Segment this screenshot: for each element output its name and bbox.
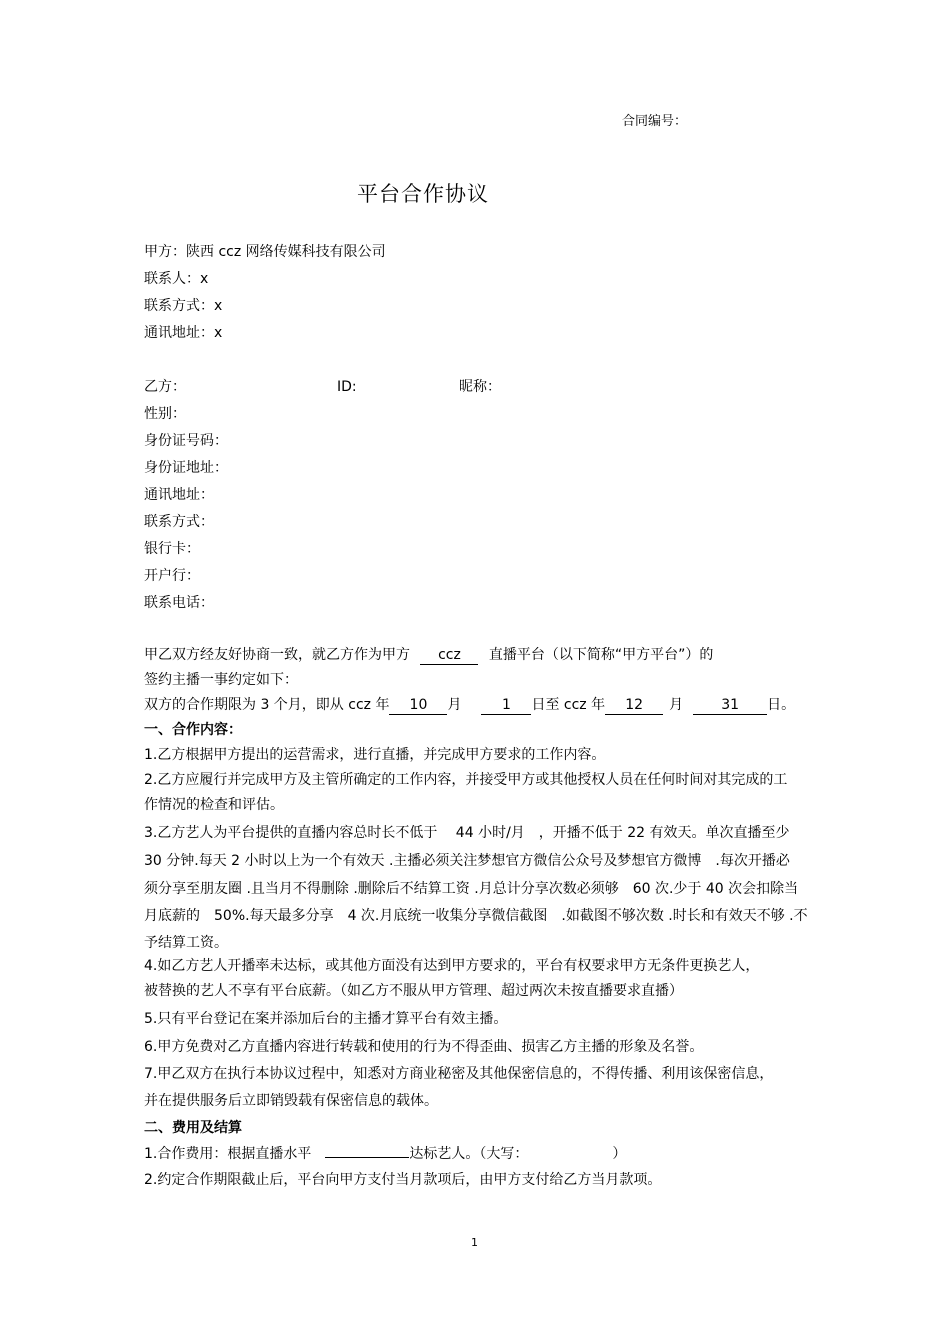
- section-2-heading: 二、费用及结算: [144, 1120, 242, 1136]
- section-1-line: 6.甲方免费对乙方直播内容进行转载和使用的行为不得歪曲、损害乙方主播的形象及名誉。: [144, 1039, 704, 1055]
- section-2-line-2: 2.约定合作期限截止后，平台向甲方支付当月款项后，由甲方支付给乙方当月款项。: [144, 1172, 662, 1188]
- section-1-line: 月底薪的 50%.每天最多分享 4 次.月底统一收集分享微信截图 .如截图不够次数 .时长和有效天不够 .不: [144, 908, 808, 924]
- page-title: 平台合作协议: [357, 182, 489, 206]
- section-1-line: 被替换的艺人不享有平台底薪。（如乙方不服从甲方管理、超过两次未按直播要求直播）: [144, 983, 683, 999]
- term-line: [144, 695, 795, 715]
- party-a-name: 甲方：陕西 ccz 网络传媒科技有限公司: [144, 244, 386, 260]
- end-month-blank: 12: [605, 697, 663, 715]
- section-1-line: 作情况的检查和评估。: [144, 797, 284, 813]
- contract-number-label: 合同编号：: [622, 114, 688, 129]
- term-day-to: 日至 ccz 年: [531, 697, 606, 713]
- section-1-heading: 一、合作内容：: [144, 722, 242, 738]
- fee-prefix: 1.合作费用：根据直播水平: [144, 1146, 312, 1162]
- party-b-field-gender: 性别：: [144, 406, 186, 422]
- party-b-field-phone: 联系电话：: [144, 595, 214, 611]
- party-a-contact-method: 联系方式：x: [144, 298, 223, 314]
- section-1-line: 3.乙方艺人为平台提供的直播内容总时长不低于 44 小时/月 ，开播不低于 22 有效天。单次直播至少: [144, 825, 790, 841]
- party-b-id-label: ID:: [337, 379, 357, 395]
- page-number: 1: [471, 1236, 478, 1249]
- section-1-line: 1.乙方根据甲方提出的运营需求，进行直播，并完成甲方要求的工作内容。: [144, 747, 606, 763]
- intro-line-2: 签约主播一事约定如下：: [144, 672, 298, 688]
- party-b-field-mail-address: 通讯地址：: [144, 487, 214, 503]
- term-day-end: 日。: [767, 697, 796, 713]
- start-month-blank: 10: [389, 697, 447, 715]
- fee-mid: 达标艺人。（大写：: [409, 1146, 529, 1162]
- section-1-line: 予结算工资。: [144, 935, 228, 951]
- intro-line-1: [144, 645, 713, 665]
- fee-end: ）: [612, 1146, 627, 1162]
- section-1-line: 并在提供服务后立即销毁载有保密信息的载体。: [144, 1093, 438, 1109]
- end-month-char: 月: [669, 697, 684, 713]
- party-b-nickname-label: 昵称：: [459, 379, 501, 395]
- party-b-field-contact-method: 联系方式：: [144, 514, 214, 530]
- section-1-line: 4.如乙方艺人开播率未达标，或其他方面没有达到甲方要求的，平台有权要求甲方无条件更换艺人，: [144, 958, 760, 974]
- party-b-field-bank-card: 银行卡：: [144, 541, 200, 557]
- section-1-line: 5.只有平台登记在案并添加后台的主播才算平台有效主播。: [144, 1011, 508, 1027]
- party-b-field-bank-branch: 开户行：: [144, 568, 200, 584]
- section-1-line: 7.甲乙双方在执行本协议过程中，知悉对方商业秘密及其他保密信息的，不得传播、利用该保密信息，: [144, 1066, 774, 1082]
- section-1-line: 2.乙方应履行并完成甲方及主管所确定的工作内容，并接受甲方或其他授权人员在任何时间对其完成的工: [144, 772, 788, 788]
- party-b-field-id-address: 身份证地址：: [144, 460, 228, 476]
- party-b-field-id-number: 身份证号码：: [144, 433, 228, 449]
- party-a-contact-person: 联系人：x: [144, 271, 209, 287]
- party-b-label: 乙方：: [144, 379, 186, 395]
- fee-level-blank: [325, 1157, 409, 1158]
- fee-line: [144, 1144, 626, 1164]
- section-1-line: 须分享至朋友圈 .且当月不得删除 .删除后不结算工资 .月总计分享次数必须够 60 次.少于 40 次会扣除当: [144, 881, 799, 897]
- start-month-char: 月: [447, 697, 462, 713]
- party-a-address: 通讯地址：x: [144, 325, 223, 341]
- end-day-blank: 31: [693, 697, 767, 715]
- start-day-blank: 1: [481, 697, 531, 715]
- platform-name-blank: ccz: [420, 647, 478, 665]
- section-1-line: 30 分钟.每天 2 小时以上为一个有效天 .主播必须关注梦想官方微信公众号及梦想官方微博 .每次开播必: [144, 853, 790, 869]
- term-prefix: 双方的合作期限为 3 个月，即从 ccz 年: [144, 697, 390, 713]
- intro-line-1-suffix: 直播平台（以下简称“甲方平台”）的: [488, 647, 714, 663]
- intro-line-1-prefix: 甲乙双方经友好协商一致，就乙方作为甲方: [144, 647, 410, 663]
